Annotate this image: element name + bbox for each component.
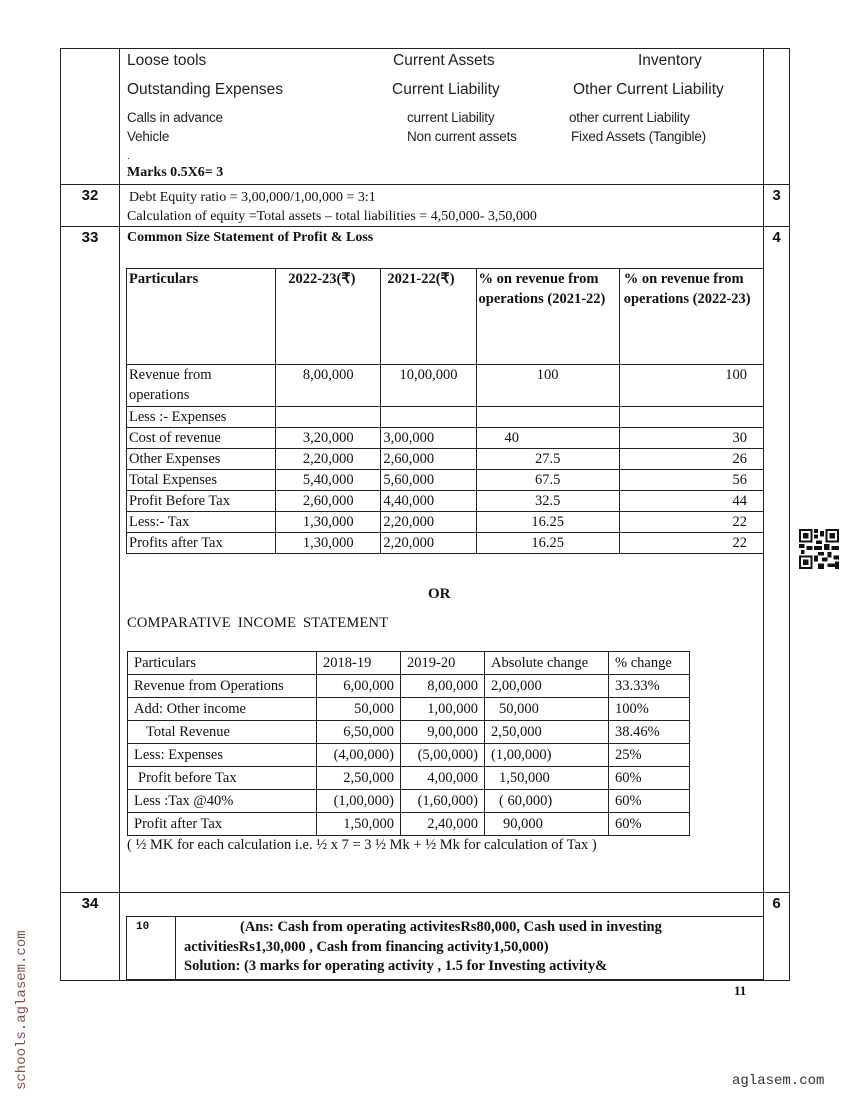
comparative-income-table bbox=[127, 651, 690, 836]
header-pct-2021-22: % on revenue from operations (2021-22) bbox=[476, 269, 619, 365]
watermark-schools-aglasem: schools.aglasem.com bbox=[14, 930, 30, 1090]
table-row: Less:- Tax 1,30,000 2,20,000 16.25 22 bbox=[127, 512, 764, 533]
comparative-title: COMPARATIVE INCOME STATEMENT bbox=[127, 615, 389, 631]
table-row: Profits after Tax 1,30,000 2,20,000 16.25 22 bbox=[127, 533, 764, 554]
table-header-row: Particulars 2018-19 2019-20 Absolute change % change bbox=[128, 652, 690, 675]
table-row: Profit before Tax 2,50,000 4,00,000 1,50,000 60% bbox=[128, 767, 690, 790]
classification-answer bbox=[120, 49, 763, 184]
category: current Liability bbox=[407, 110, 495, 125]
question-number: 32 bbox=[61, 185, 120, 227]
category: Current Assets bbox=[393, 52, 495, 69]
debt-equity-line: Debt Equity ratio = 3,00,000/1,00,000 = 3:1 bbox=[129, 190, 376, 205]
question-number: 33 bbox=[61, 227, 120, 893]
question-row-31 bbox=[61, 49, 790, 185]
inner-question-number: 10 bbox=[127, 917, 176, 980]
answer-key-table bbox=[60, 48, 790, 981]
question-number: 34 bbox=[61, 893, 120, 981]
cash-flow-answer-table bbox=[126, 916, 764, 980]
item-calls-in-advance: Calls in advance bbox=[127, 110, 223, 125]
table-row: Cost of revenue 3,20,000 3,00,000 40 30 bbox=[127, 428, 764, 449]
answer-line-1: (Ans: Cash from operating activitesRs80,000, Cash used in investing bbox=[240, 919, 662, 935]
qr-code-icon bbox=[799, 529, 839, 569]
table-row: Total Revenue 6,50,000 9,00,000 2,50,000 38.46% bbox=[128, 721, 690, 744]
table-row: Revenue from Operations 6,00,000 8,00,000 2,00,000 33.33% bbox=[128, 675, 690, 698]
category: Current Liability bbox=[392, 81, 500, 98]
item-outstanding-expenses: Outstanding Expenses bbox=[127, 81, 283, 98]
item-loose-tools: Loose tools bbox=[127, 52, 207, 69]
marks: 3 bbox=[764, 185, 790, 227]
table-row: Other Expenses 2,20,000 2,60,000 27.5 26 bbox=[127, 449, 764, 470]
marking-note: ( ½ MK for each calculation i.e. ½ x 7 = 3 ½ Mk + ½ Mk for calculation of Tax ) bbox=[127, 837, 597, 853]
header-particulars: Particulars bbox=[127, 269, 276, 365]
question-row-32 bbox=[61, 185, 790, 227]
marks: 4 bbox=[764, 227, 790, 893]
common-size-table bbox=[126, 268, 764, 554]
debt-equity-answer bbox=[120, 185, 763, 226]
table-row: Revenue from operations 8,00,000 10,00,000 100 100 bbox=[127, 365, 764, 407]
table-row: Total Expenses 5,40,000 5,60,000 67.5 56 bbox=[127, 470, 764, 491]
question-number-cell bbox=[61, 49, 120, 185]
table-row: Add: Other income 50,000 1,00,000 50,000 100% bbox=[128, 698, 690, 721]
table-row: Less :Tax @40% (1,00,000) (1,60,000) ( 60,000) 60% bbox=[128, 790, 690, 813]
category: Non current assets bbox=[407, 129, 517, 144]
answer-line-2: activitiesRs1,30,000 , Cash from financing activity1,50,000) bbox=[184, 938, 549, 955]
table-header-row bbox=[127, 269, 764, 365]
solution-line: Solution: (3 marks for operating activity , 1.5 for Investing activity& bbox=[184, 958, 608, 974]
item-vehicle: Vehicle bbox=[127, 129, 170, 144]
table-row: Profit after Tax 1,50,000 2,40,000 90,000 60% bbox=[128, 813, 690, 836]
subcategory: Other Current Liability bbox=[573, 81, 724, 98]
subcategory: Fixed Assets (Tangible) bbox=[571, 129, 706, 144]
header-2022-23: 2022-23(₹) bbox=[276, 269, 381, 365]
marks-note: Marks 0.5X6= 3 bbox=[127, 165, 224, 180]
equity-calculation-line: Calculation of equity =Total assets – total liabilities = 4,50,000- 3,50,000 bbox=[127, 209, 537, 224]
common-size-title: Common Size Statement of Profit & Loss bbox=[127, 230, 374, 245]
table-row: Less: Expenses (4,00,000) (5,00,000) (1,00,000) 25% bbox=[128, 744, 690, 767]
cash-flow-answer bbox=[176, 917, 764, 980]
dot: . bbox=[127, 151, 130, 162]
question-row-34 bbox=[61, 893, 790, 981]
header-pct-2022-23: % on revenue from operations (2022-23) bbox=[619, 269, 763, 365]
page-number: 11 bbox=[734, 983, 747, 998]
subcategory: other current Liability bbox=[569, 110, 690, 125]
watermark-aglasem: aglasem.com bbox=[732, 1073, 825, 1089]
marks-cell bbox=[764, 49, 790, 185]
question-row-33 bbox=[61, 227, 790, 893]
header-2021-22: 2021-22(₹) bbox=[381, 269, 476, 365]
table-row: Profit Before Tax 2,60,000 4,40,000 32.5 44 bbox=[127, 491, 764, 512]
marks: 6 bbox=[764, 893, 790, 981]
table-row: Less :- Expenses bbox=[127, 407, 764, 428]
subcategory: Inventory bbox=[638, 52, 702, 69]
or-label: OR bbox=[428, 586, 451, 602]
